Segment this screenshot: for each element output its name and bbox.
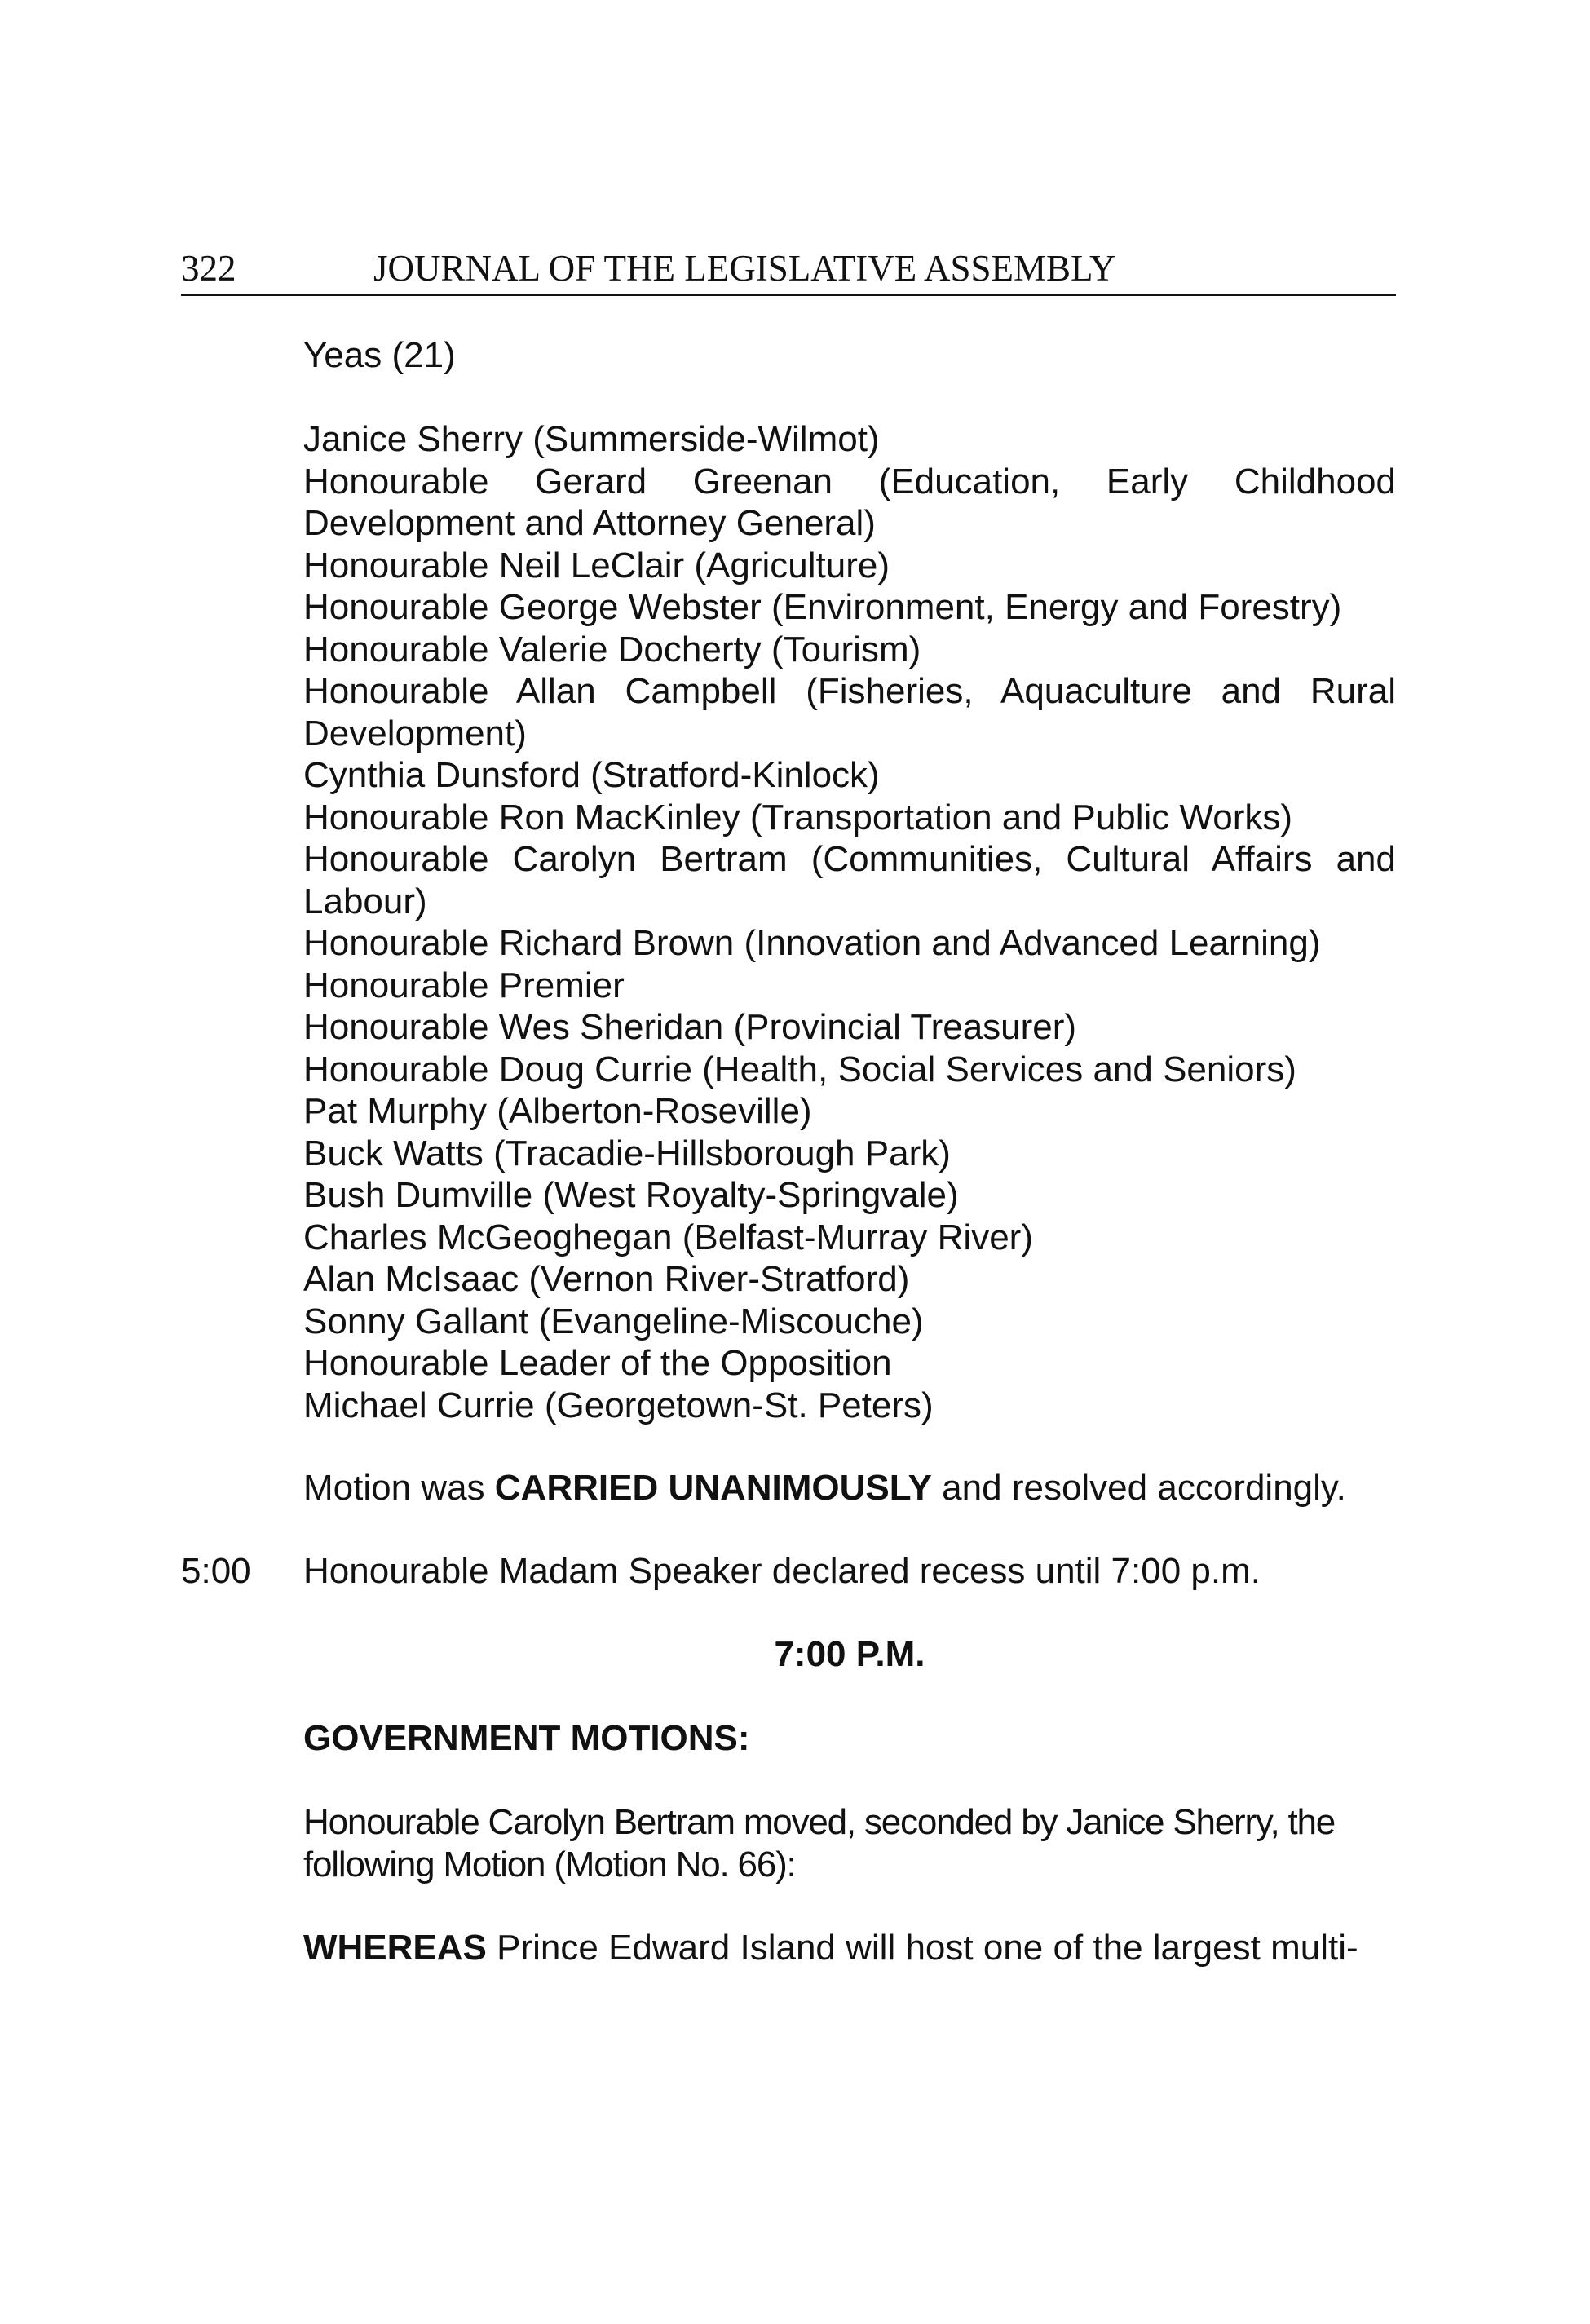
member-entry: Buck Watts (Tracadie-Hillsborough Park) <box>303 1133 951 1173</box>
member-entry: Honourable Carolyn Bertram (Communities, Cultural Affairs and Labour) <box>303 839 1396 921</box>
whereas-keyword: WHEREAS <box>303 1928 487 1968</box>
member-entry: Honourable Doug Currie (Health, Social Services and Seniors) <box>303 1049 1296 1089</box>
whereas-clause <box>303 1927 1396 1969</box>
member-entry: Honourable Valerie Docherty (Tourism) <box>303 629 921 669</box>
motion-result <box>303 1467 1396 1509</box>
motion-result-emphasis: CARRIED UNANIMOUSLY <box>494 1468 932 1508</box>
member-entry: Bush Dumville (West Royalty-Springvale) <box>303 1175 959 1215</box>
recess-statement: Honourable Madam Speaker declared recess until 7:00 p.m. <box>303 1551 1261 1591</box>
page-number: 322 <box>181 248 236 289</box>
member-entry: Janice Sherry (Summerside-Wilmot) <box>303 419 880 459</box>
page-header <box>181 243 1396 296</box>
member-entry: Cynthia Dunsford (Stratford-Kinlock) <box>303 755 880 795</box>
member-entry: Honourable Neil LeClair (Agriculture) <box>303 545 890 585</box>
member-entry: Honourable Gerard Greenan (Education, Early Childhood Development and Attorney General) <box>303 461 1396 543</box>
motion-result-suffix: and resolved accordingly. <box>931 1468 1346 1508</box>
journal-title: JOURNAL OF THE LEGISLATIVE ASSEMBLY <box>373 248 1116 289</box>
member-entry: Charles McGeoghegan (Belfast-Murray River) <box>303 1217 1033 1257</box>
member-entry: Honourable Leader of the Opposition <box>303 1343 892 1383</box>
motion-introduction: Honourable Carolyn Bertram moved, seconded by Janice Sherry, the following Motion (Motion No. 66): <box>303 1802 1336 1884</box>
member-entry: Honourable Ron MacKinley (Transportation and Public Works) <box>303 797 1293 837</box>
member-entry: Honourable George Webster (Environment, Energy and Forestry) <box>303 587 1342 627</box>
member-entry: Honourable Wes Sheridan (Provincial Treasurer) <box>303 1007 1077 1047</box>
whereas-text: Prince Edward Island will host one of the largest multi- <box>486 1928 1358 1968</box>
member-entry: Honourable Richard Brown (Innovation and Advanced Learning) <box>303 923 1321 963</box>
member-entry: Alan McIsaac (Vernon River-Stratford) <box>303 1259 910 1299</box>
yeas-member-list <box>303 418 1396 1426</box>
motion-result-prefix: Motion was <box>303 1468 495 1508</box>
recess-time: 5:00 <box>181 1551 251 1591</box>
member-entry: Pat Murphy (Alberton-Roseville) <box>303 1091 812 1131</box>
member-entry: Michael Currie (Georgetown-St. Peters) <box>303 1385 934 1425</box>
government-motions-heading: GOVERNMENT MOTIONS: <box>303 1718 750 1758</box>
member-entry: Honourable Allan Campbell (Fisheries, Aquaculture and Rural Development) <box>303 671 1396 753</box>
yeas-heading: Yeas (21) <box>303 335 456 375</box>
member-entry: Honourable Premier <box>303 965 625 1005</box>
evening-session-time: 7:00 P.M. <box>774 1634 925 1674</box>
member-entry: Sonny Gallant (Evangeline-Miscouche) <box>303 1301 924 1341</box>
